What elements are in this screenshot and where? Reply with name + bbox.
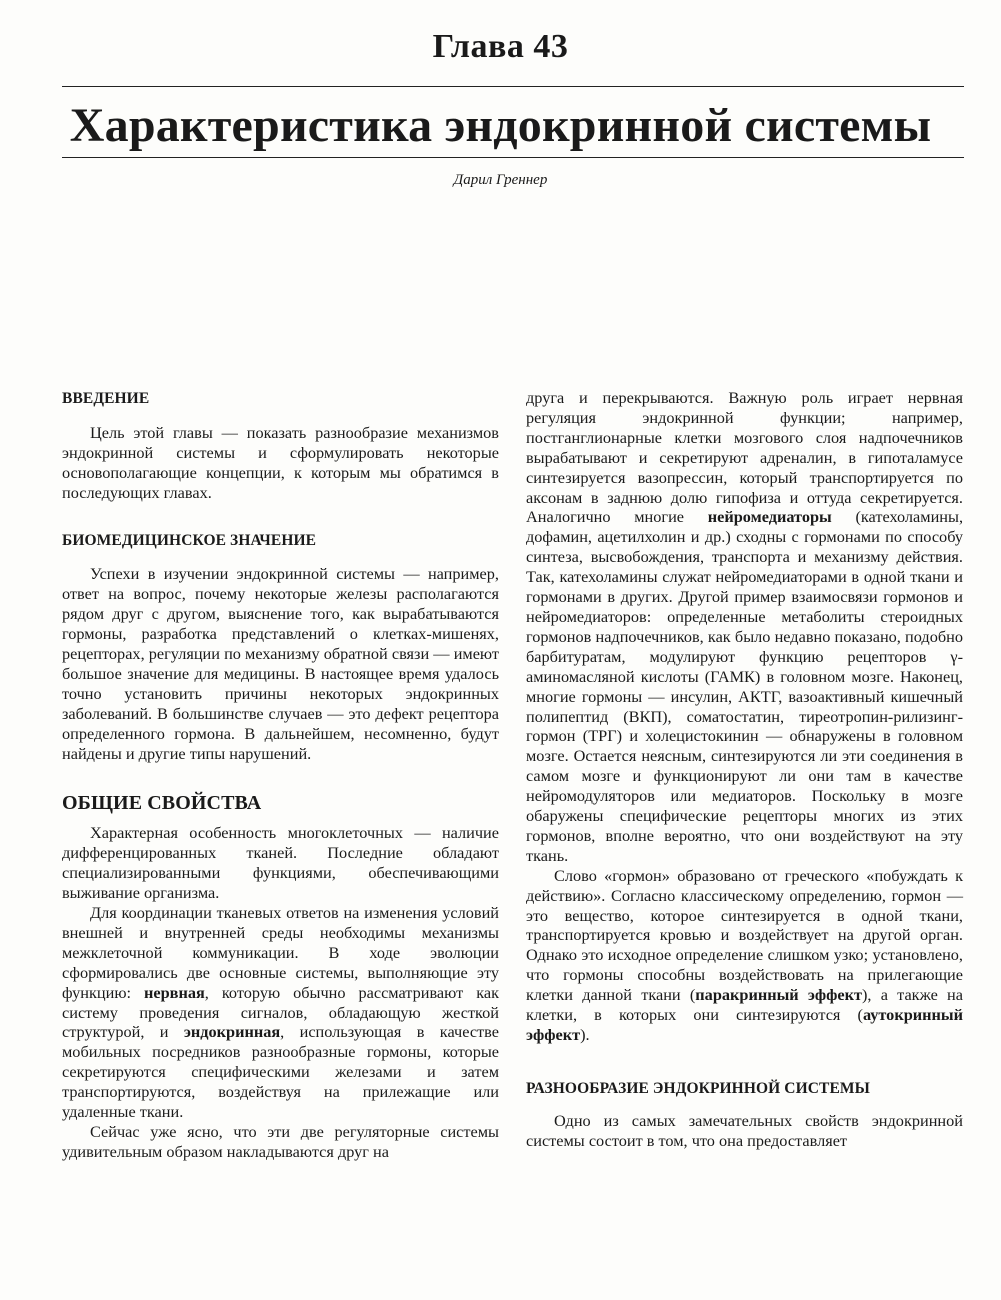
- paragraph-general-2: [62, 903, 499, 1122]
- heading-diversity: РАЗНООБРАЗИЕ ЭНДОКРИННОЙ СИСТЕМЫ: [526, 1079, 870, 1097]
- text-run: ).: [580, 1025, 590, 1044]
- right-column: [526, 388, 963, 1151]
- term-neurotransmitters: нейромедиаторы: [707, 507, 832, 527]
- term-autocrine: аутокринный эффект: [526, 1005, 963, 1044]
- term-nervous: нервная: [144, 982, 205, 1002]
- text-run: ), а также на клетки, в которых они синтезируются (: [526, 985, 963, 1025]
- title-rule-bottom: [62, 157, 964, 158]
- text-run: , которую обычно рассматривают как систему проведения сигналов, обладающую жесткой структурой, и: [62, 982, 499, 1042]
- title-rule-top: [62, 86, 964, 87]
- text-run: Слово «гормон» образовано от греческого «побуждать к действию». Согласно классическому определению, гормон — это вещество, которое синтезируется в одной ткани, транспортируется кровью и воздействует на другой орган. Однако это исходное определение слишком узко; установлено, что гормоны способны воздействовать на прилегающие клетки данной ткани (: [526, 865, 963, 1005]
- paragraph-hormone-definition: [526, 866, 963, 1045]
- text-run: друга и перекрываются. Важную роль играет нервная регуляция эндокринной функции; например, постганглионарные клетки мозгового слоя надпочечников вырабатывают и секретируют адреналин, в гипоталамусе синтезируется вазопрессин, который транспортируется по аксонам в заднюю долю гипофиза и оттуда секретируется. Аналогично многие: [526, 388, 963, 527]
- term-paracrine: паракринный эффект: [695, 985, 862, 1005]
- chapter-number: Глава 43: [432, 28, 569, 65]
- paragraph-general-1: Характерная особенность многоклеточных — наличие дифференцированных тканей. Последние обладают специализированными функциями, обеспечивающими выживание организма.: [62, 823, 499, 903]
- paragraph-biomedical: Успехи в изучении эндокринной системы — например, ответ на вопрос, почему некоторые железы располагаются рядом друг с другом, выяснение того, как вырабатываются гормоны, разработка представлений о клетках-мишенях, рецепторах, регуляции по механизму обратной связи — имеют большое значение для медицины. В настоящее время удалось точно установить причины некоторых эндокринных заболеваний. В большинстве случаев — это дефект рецептора определенного гормона. В дальнейшем, несомненно, будут найдены и другие типы нарушений.: [62, 564, 499, 763]
- paragraph-diversity: Одно из самых замечательных свойств эндокринной системы состоит в том, что она предоставляет: [526, 1110, 963, 1150]
- author-name: Дарил Греннер: [453, 172, 548, 188]
- chapter-title: Характеристика эндокринной системы: [69, 99, 932, 152]
- heading-biomedical: БИОМЕДИЦИНСКОЕ ЗНАЧЕНИЕ: [62, 531, 317, 549]
- heading-general-properties: ОБЩИЕ СВОЙСТВА: [62, 791, 262, 814]
- left-column: [62, 389, 499, 1162]
- text-run: , использующая в качестве мобильных посредников разнообразные гормоны, которые секретируются специфическими железами и затем транспортируются, воздействуя на прилежащие или удаленные ткани.: [62, 1022, 499, 1122]
- paragraph-introduction: Цель этой главы — показать разнообразие механизмов эндокринной системы и сформулировать некоторые основополагающие концепции, к которым мы обратимся в последующих главах.: [62, 422, 499, 502]
- heading-introduction: ВВЕДЕНИЕ: [62, 390, 150, 407]
- paragraph-continued: [526, 388, 963, 866]
- paragraph-general-3: Сейчас уже ясно, что эти две регуляторные системы удивительным образом накладываются друг на: [62, 1122, 499, 1161]
- text-run: (катехоламины, дофамин, ацетилхолин и др.) сходны с гормонами по способу синтеза, высвобождения, транспорта и механизму действия. Так, катехоламины служат нейромедиаторами в одной ткани и гормонами в других. Другой пример взаимосвязи гормонов и нейромедиаторов: определенные метаболиты стероидных гормонов надпочечников, как было недавно показано, подобно барбитуратам, модулируют функцию рецепторов γ-аминомасляной кислоты (ГАМК) в головном мозге. Наконец, многие гормоны — инсулин, АКТГ, вазоактивный кишечный полипептид (ВКП), соматостатин, тиреотропин-рилизинг-гормон (ТРГ) и холецистокинин — обнаружены в головном мозге. Остается неясным, синтезируются ли эти соединения в самом мозге и функционируют ли они там в качестве нейромодуляторов или медиаторов. Поскольку в мозге обаружены специфические рецепторы многих из этих гормонов, вполне вероятно, что они воздействуют на эту ткань.: [526, 507, 964, 865]
- text-run: Для координации тканевых ответов на изменения условий внешней и внутренней среды необходимы механизмы межклеточной коммуникации. В ходе эволюции сформировались две основные системы, выполняющие эту функцию:: [62, 903, 499, 1002]
- term-endocrine: эндокринная: [183, 1022, 281, 1042]
